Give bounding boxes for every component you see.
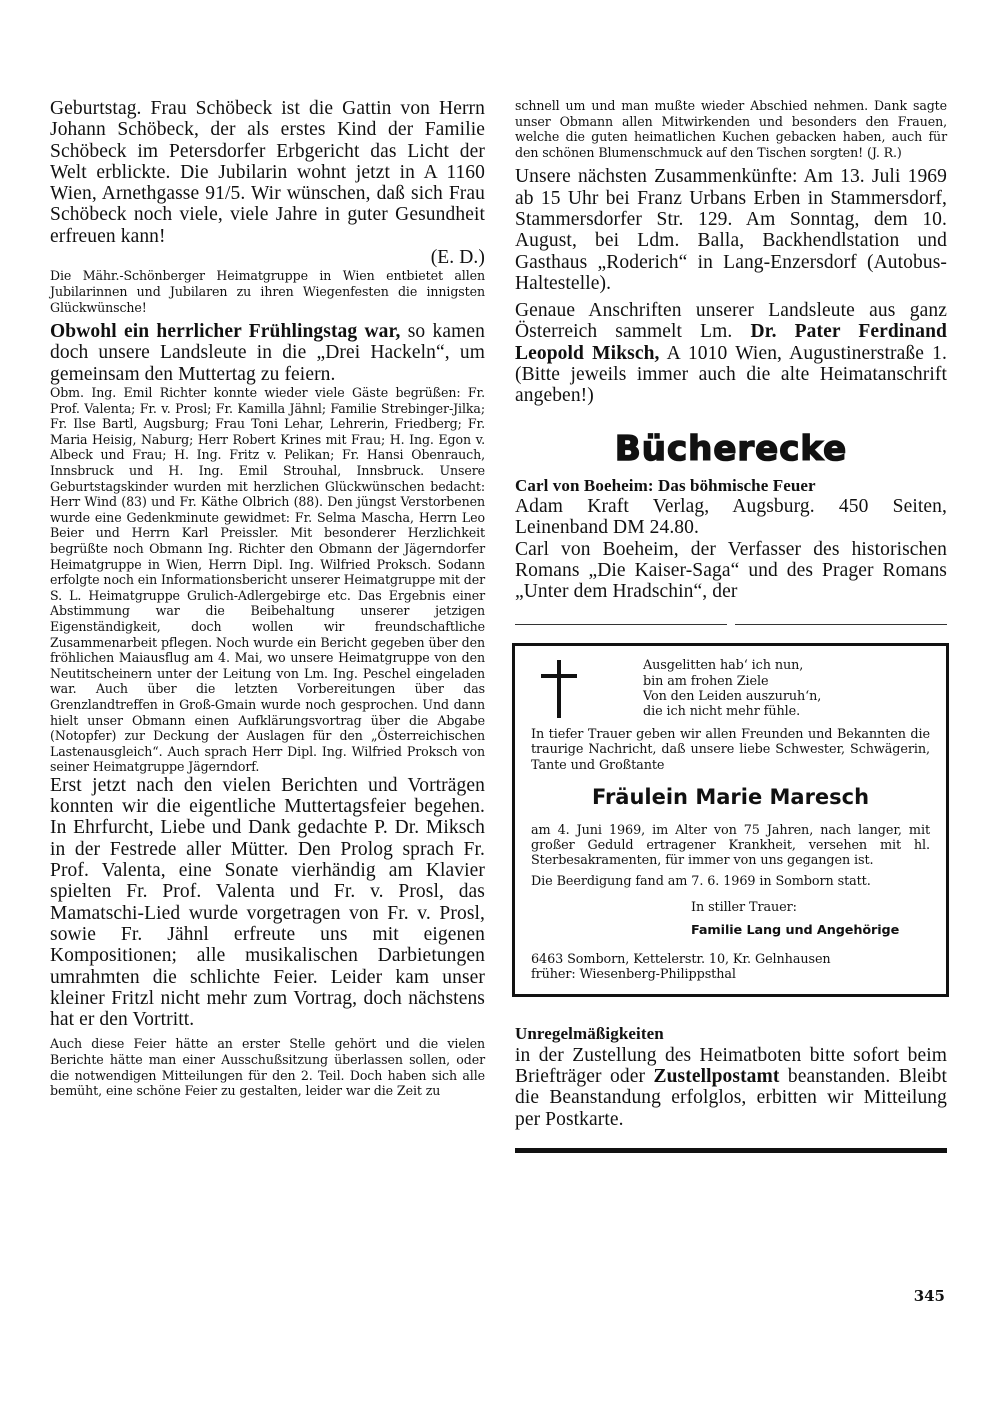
poem-line: die ich nicht mehr fühle. bbox=[643, 704, 801, 720]
addresses-text-end: A 1010 Wien, Augustinerstraße 1. (Bitte jeweils immer auch die alte Heimatanschrift angeben!) bbox=[515, 342, 948, 407]
addresses-paragraph bbox=[515, 300, 947, 406]
page-number: 345 bbox=[913, 1287, 945, 1305]
lead-in-bold: Obwohl ein herrlicher Frühlingstag war, bbox=[50, 321, 401, 343]
poem-line: bin am frohen Ziele bbox=[643, 673, 769, 689]
funeral-info: Die Beerdigung fand am 7. 6. 1969 in Somborn statt. bbox=[531, 874, 871, 890]
notice-text bbox=[515, 1045, 947, 1130]
address-line: 6463 Somborn, Kettelerstr. 10, Kr. Gelnhausen bbox=[531, 952, 831, 968]
cross-icon bbox=[531, 658, 643, 718]
birthday-paragraph: Geburtstag. Frau Schöbeck ist die Gattin von Herrn Johann Schöbeck, der als erstes Kind der Familie Schöbeck im Petersdorfer Erbgericht das Licht der Welt erblickte. Die Jubilarin wohnt jetzt in A 1160 Wien, Arnethgasse 91/5. Wir wünschen, daß sich Frau Schöbeck noch viele, viele Jahre in guter Gesundheit erfreuen kann! bbox=[50, 98, 485, 247]
obituary-notice bbox=[512, 643, 949, 997]
addresses-text: Genaue Anschriften unserer Landsleute aus ganz Österreich sammelt Lm. bbox=[515, 300, 947, 343]
poem-line: Von den Leiden auszuruh‘n, bbox=[643, 688, 822, 704]
family-signature: Familie Lang und Angehörige bbox=[691, 922, 900, 938]
notice-heading: Unregelmäßigkeiten bbox=[515, 1024, 664, 1044]
right-column bbox=[515, 98, 947, 1153]
notice-text-start: in der Zustellung des Heimatboten bitte sofort beim Briefträger oder bbox=[515, 1044, 947, 1088]
contact-name: Dr. Pater Ferdinand Leopold Miksch, bbox=[515, 321, 947, 364]
continuation-paragraph: schnell um und man mußte wieder Abschied nehmen. Dank sagte unser Obmann allen Mitwirkenden und besonders den Frauen, welche die guten heimatlichen Kuchen gebacken haben, auch für den schönen Blumenschmuck auf den Tischen sorgten! (J. R.) bbox=[515, 98, 947, 160]
divider bbox=[515, 624, 947, 625]
book-description: Carl von Boeheim, der Verfasser des historischen Romans „Die Kaiser-Saga“ und des Prager Romans „Unter dem Hradschin“, der bbox=[515, 538, 947, 603]
former-address: früher: Wiesenberg-Philippsthal bbox=[531, 967, 736, 983]
celebration-paragraph: Erst jetzt nach den vielen Berichten und Vorträgen konnten wir die eigentliche Muttertagsfeier begehen. In Ehrfurcht, Liebe und Dank gedachte P. Dr. Miksch in der Festrede aller Mütter. Den Prolog sprach Fr. Prof. Valenta, eine Sonate vierhändig am Klavier spielten Fr. Prof. Valenta und Fr. v. Prosl, das Mamatschi-Lied wurde vorgetragen von Fr. v. Prosl, sowie Fr. Jähnl erfreute uns mit eigenen Kompositionen; alle musikalischen Darbietungen umrahmten die schlichte Feier. Leider kam unser kleiner Fritzl nicht mehr zum Vortrag, doch nächstens hat er den Vortritt. bbox=[50, 774, 485, 1031]
lead-in-text: so kamen doch unsere Landsleute in die „Drei Hackeln“, um gemeinsam den Muttertag zu feiern. bbox=[50, 321, 486, 385]
bottom-rule bbox=[515, 1148, 947, 1153]
mothers-day-intro bbox=[50, 321, 485, 385]
author-initials: (E. D.) bbox=[430, 247, 485, 269]
notice-bold: Zustellpostamt bbox=[653, 1066, 780, 1088]
book-publisher: Adam Kraft Verlag, Augsburg. 450 Seiten, Leinenband DM 24.80. bbox=[515, 495, 947, 539]
obituary-poem bbox=[643, 658, 821, 719]
mourning-label: In stiller Trauer: bbox=[691, 899, 797, 915]
closing-remark: Auch diese Feier hätte an erster Stelle gehört und die vielen Berichte hätte man einer Ausschußsitzung überlassen sollen, oder die notwendigen Mitteilungen für den 2. Teil. Doch haben sich alle bemüht, eine schöne Feier zu gestalten, leider war die Zeit zu bbox=[50, 1036, 485, 1099]
greetings-paragraph: Die Mähr.-Schönberger Heimatgruppe in Wien entbietet allen Jubilarinnen und Jubilaren zu ihren Wiegenfesten die innigsten Glückwünsche! bbox=[50, 268, 485, 315]
next-meetings: Unsere nächsten Zusammenkünfte: Am 13. Juli 1969 ab 15 Uhr bei Franz Urbans Erben in Stammersdorf, Stammersdorfer Str. 129. Am Sonntag, dem 10. August, bei Ldm. Balla, Backhendlstation und Gasthaus „Roderich“ in Lang-Enzersdorf (Autobus-Haltestelle). bbox=[515, 166, 947, 294]
obituary-details: am 4. Juni 1969, im Alter von 75 Jahren, nach langer, mit großer Geduld ertragener Krankheit, versehen mit hl. Sterbesakramenten, für immer von uns gegangen ist. bbox=[531, 822, 930, 869]
notice-text-end: beanstanden. Bleibt die Beanstandung erfolglos, erbitten wir Mitteilung per Postkarte. bbox=[515, 1066, 947, 1130]
obituary-intro: In tiefer Trauer geben wir allen Freunden und Bekannten die traurige Nachricht, daß unsere liebe Schwester, Schwägerin, Tante und Großtante bbox=[531, 727, 930, 773]
section-title: Bücherecke bbox=[614, 428, 848, 469]
deceased-name: Fräulein Marie Maresch bbox=[591, 784, 870, 809]
poem-line: Ausgelitten hab‘ ich nun, bbox=[643, 658, 804, 674]
meeting-report: Obm. Ing. Emil Richter konnte wieder viele Gäste begrüßen: Fr. Prof. Valenta; Fr. v. Prosl; Fr. Kamilla Jähnl; Familie Strebinger-Jilka; Fr. Ilse Bartl, Augsburg; Frau Toni Lehar, Lehrerin, Friedberg; Fr. Maria Heisig, Naburg; Herr Robert Krines mit Frau; H. Ing. Egon v. Albeck und Frau; H. Ing. Fritz v. Pelikan; Fr. Hansi Obenrauch, Innsbruck und H. Ing. Emil Strouhal, Innsbruck. Unsere Geburtstagskinder wurden mit herzlichen Glückwünschen bedacht: Herr Wind (83) und Fr. Käthe Olbrich (88). Den jüngst Verstorbenen wurde eine Gedenkminute gewidmet: Fr. Selma Mascha, Herrn Leo Beier und Herrn Karl Preissler. Mit besonderer Herzlichkeit begrüßte noch Obmann Ing. Richter den Obmann der Jägerndorfer Heimatgruppe in Wien, Herrn Dipl. Ing. Wilfried Proksch. Sodann erfolgte noch ein Informationsbericht unserer Heimatgruppe mit der S. L. Heimatgruppe Grulich-Adlergebirge etc. Das Ergebnis einer Abstimmung war die Beibehaltung unserer jetzigen Eigenständigkeit, doch wollen wir freundschaftliche Zusammenarbeit pflegen. Noch wurde ein Bericht gegeben über den fröhlichen Maiausflug am 4. Mai, wo unsere Heimatgruppe von den Neutitscheinern unter der Leitung von Lm. Ing. Peschel eingeladen war. Auch über die letzten Vorbereitungen über das Grenzlandtreffen in Groß-Gmain wurde noch gesprochen. Und dann hielt unser Obmann einen Aufklärungsvortrag über die Abgabe (Notopfer) zur Deckung der Auslagen für den „Österreichischen Lastenausgleich“. Auch sprach Herr Dipl. Ing. Wilfried Proksch von seiner Heimatgruppe Jägerndorf. bbox=[50, 385, 485, 775]
left-column bbox=[50, 98, 485, 1099]
book-heading: Carl von Boeheim: Das böhmische Feuer bbox=[515, 475, 816, 495]
